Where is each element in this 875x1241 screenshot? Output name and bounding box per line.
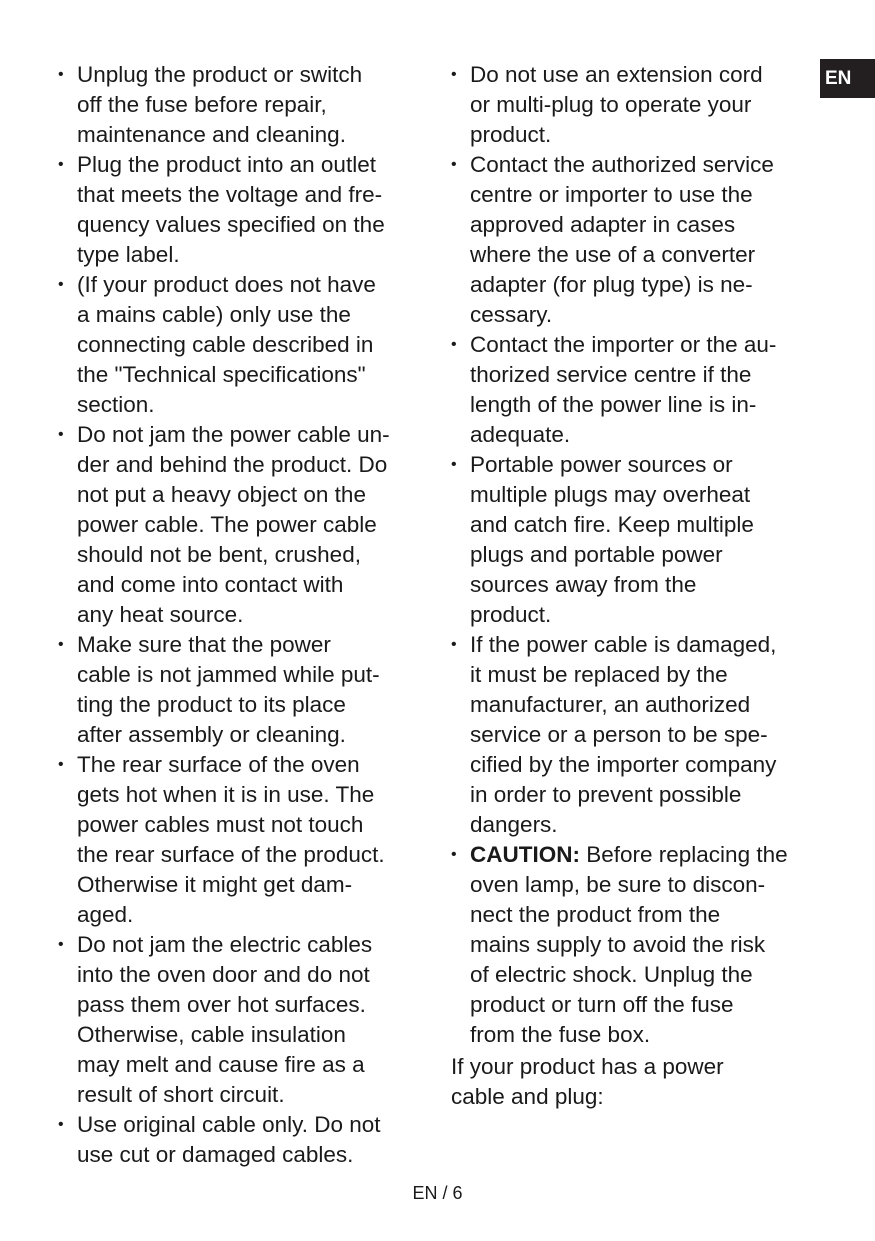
bullet-icon: •: [58, 156, 64, 173]
bullet-line: der and behind the product. Do: [77, 452, 388, 477]
bullet-line: Do not use an extension cord: [470, 62, 763, 87]
bullet-item: [58, 270, 428, 420]
bullet-line: manufacturer, an authorized: [470, 692, 751, 717]
bullet-line: any heat source.: [77, 602, 244, 627]
bold-label: CAUTION:: [470, 842, 580, 867]
bullet-item: [451, 630, 821, 840]
bullet-line: may melt and cause fire as a: [77, 1052, 365, 1077]
bullet-line: adequate.: [470, 422, 571, 447]
bullet-line: (If your product does not have: [77, 272, 376, 297]
bullet-line: cified by the importer company: [470, 752, 777, 777]
bullet-line: not put a heavy object on the: [77, 482, 366, 507]
bullet-line: or multi-plug to operate your: [470, 92, 752, 117]
bullet-item: [58, 60, 428, 150]
bullet-line: quency values specified on the: [77, 212, 385, 237]
bullet-line: multiple plugs may overheat: [470, 482, 751, 507]
bullet-item: [451, 330, 821, 450]
bullet-line: The rear surface of the oven: [77, 752, 360, 777]
bullet-item: [58, 750, 428, 930]
bullet-line: Contact the importer or the au-: [470, 332, 777, 357]
bullet-item: [451, 840, 821, 1050]
bullet-line: Otherwise it might get dam-: [77, 872, 353, 897]
bullet-line: and catch fire. Keep multiple: [470, 512, 754, 537]
bullet-line: product.: [470, 602, 552, 627]
bullet-line: section.: [77, 392, 155, 417]
bullet-line: aged.: [77, 902, 134, 927]
bullet-icon: •: [451, 156, 457, 173]
language-tab: EN: [820, 59, 875, 98]
bullet-icon: •: [58, 636, 64, 653]
bullet-line: cable is not jammed while put-: [77, 662, 380, 687]
bullet-line: Do not jam the electric cables: [77, 932, 373, 957]
bullet-line: Portable power sources or: [470, 452, 733, 477]
bullet-line: adapter (for plug type) is ne-: [470, 272, 753, 297]
bullet-line: product or turn off the fuse: [470, 992, 734, 1017]
bullet-line: and come into contact with: [77, 572, 344, 597]
bullet-line: use cut or damaged cables.: [77, 1142, 354, 1167]
bullet-line: of electric shock. Unplug the: [470, 962, 753, 987]
bullet-line: a mains cable) only use the: [77, 302, 351, 327]
bullet-line: into the oven door and do not: [77, 962, 370, 987]
bullet-line: in order to prevent possible: [470, 782, 742, 807]
paragraph-line: If your product has a power: [451, 1054, 724, 1079]
bullet-line: power cables must not touch: [77, 812, 364, 837]
bullet-line: off the fuse before repair,: [77, 92, 327, 117]
bullet-icon: •: [451, 66, 457, 83]
bullet-line: If the power cable is damaged,: [470, 632, 777, 657]
bullet-line: pass them over hot surfaces.: [77, 992, 366, 1017]
bullet-line: nect the product from the: [470, 902, 721, 927]
bullet-line: length of the power line is in-: [470, 392, 757, 417]
bullet-line: should not be bent, crushed,: [77, 542, 361, 567]
bullet-line: thorized service centre if the: [470, 362, 752, 387]
bullet-line: Plug the product into an outlet: [77, 152, 376, 177]
bullet-icon: •: [58, 66, 64, 83]
bullet-icon: •: [58, 936, 64, 953]
bullet-icon: •: [58, 1116, 64, 1133]
right-column: [451, 60, 821, 1112]
paragraph-line: cable and plug:: [451, 1084, 604, 1109]
bullet-line: Make sure that the power: [77, 632, 331, 657]
bullet-line: [470, 840, 821, 870]
bullet-line: that meets the voltage and fre-: [77, 182, 383, 207]
bullet-line: gets hot when it is in use. The: [77, 782, 375, 807]
bullet-line: after assembly or cleaning.: [77, 722, 346, 747]
left-column: [58, 60, 428, 1170]
bullet-line: service or a person to be spe-: [470, 722, 768, 747]
bullet-line: the rear surface of the product.: [77, 842, 385, 867]
bullet-line: Use original cable only. Do not: [77, 1112, 381, 1137]
bullet-line: dangers.: [470, 812, 558, 837]
bullet-icon: •: [451, 336, 457, 353]
closing-paragraph: [451, 1052, 821, 1112]
bullet-line: type label.: [77, 242, 180, 267]
bullet-line: connecting cable described in: [77, 332, 374, 357]
bullet-line: Unplug the product or switch: [77, 62, 363, 87]
bullet-line: maintenance and cleaning.: [77, 122, 346, 147]
bullet-line: oven lamp, be sure to discon-: [470, 872, 766, 897]
bullet-line: cessary.: [470, 302, 553, 327]
bullet-item: [58, 420, 428, 630]
bullet-item: [451, 450, 821, 630]
bullet-item: [58, 930, 428, 1110]
bullet-line: Do not jam the power cable un-: [77, 422, 390, 447]
bullet-line: ting the product to its place: [77, 692, 346, 717]
bullet-item: [451, 60, 821, 150]
bullet-icon: •: [451, 636, 457, 653]
bullet-item: [58, 630, 428, 750]
bullet-line: centre or importer to use the: [470, 182, 753, 207]
bullet-line: where the use of a converter: [470, 242, 756, 267]
bullet-icon: •: [58, 426, 64, 443]
bullet-icon: •: [451, 846, 457, 863]
bullet-line: product.: [470, 122, 552, 147]
bullet-line: Otherwise, cable insulation: [77, 1022, 346, 1047]
bullet-line: from the fuse box.: [470, 1022, 651, 1047]
bullet-item: [58, 150, 428, 270]
bullet-line: the "Technical specifications": [77, 362, 366, 387]
bullet-icon: •: [58, 276, 64, 293]
bullet-line: it must be replaced by the: [470, 662, 728, 687]
bullet-line: plugs and portable power: [470, 542, 723, 567]
line-text: Before replacing the: [579, 842, 788, 867]
bullet-line: approved adapter in cases: [470, 212, 736, 237]
bullet-line: Contact the authorized service: [470, 152, 774, 177]
bullet-item: [58, 1110, 428, 1170]
bullet-line: mains supply to avoid the risk: [470, 932, 766, 957]
page-number: EN / 6: [412, 1183, 463, 1203]
bullet-icon: •: [451, 456, 457, 473]
bullet-line: sources away from the: [470, 572, 697, 597]
bullet-line: result of short circuit.: [77, 1082, 285, 1107]
bullet-item: [451, 150, 821, 330]
bullet-icon: •: [58, 756, 64, 773]
bullet-line: power cable. The power cable: [77, 512, 377, 537]
